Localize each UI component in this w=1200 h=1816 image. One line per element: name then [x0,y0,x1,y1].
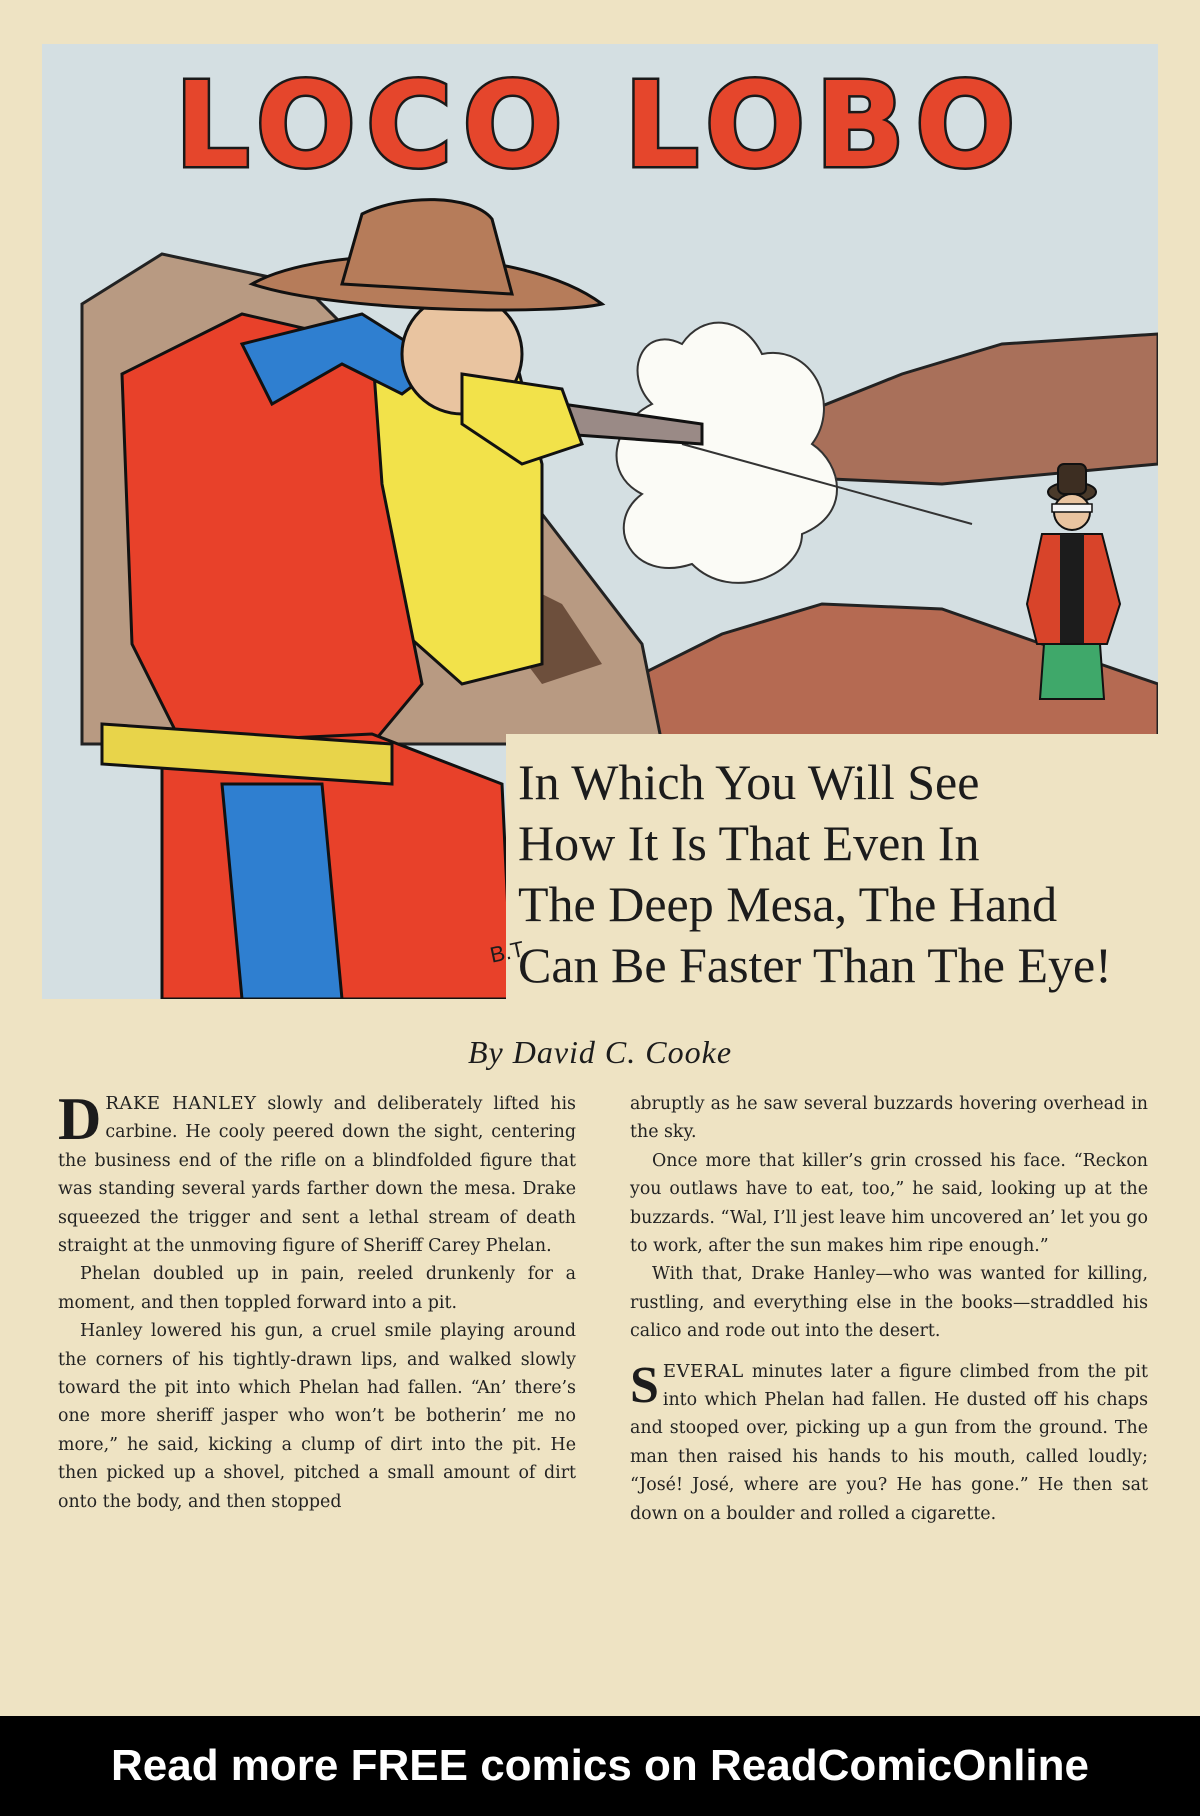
subtitle-line: The Deep Mesa, The Hand [518,876,1058,932]
paragraph: With that, Drake Hanley—who was wanted for killing, rustling, and everything else in the books—straddled his calico and rode out into the desert. [630,1264,1148,1342]
text-column-right [630,1090,1148,1528]
paragraph: Phelan doubled up in pain, reeled drunkenly for a moment, and then toppled forward into a pit. [58,1264,576,1313]
story-title: LOCO LOBO [174,56,1026,194]
cowboy-hat-crown [342,200,512,294]
holster [222,784,342,999]
drop-cap: D [58,1086,102,1152]
paragraph: Once more that killer’s grin crossed his face. “Reckon you outlaws have to eat, too,” he said, looking up at the buzzards. “Wal, I’ll jest leave him uncovered an’ let you go to work, after the sun makes him ripe enough.” [630,1150,1148,1257]
subtitle-line: Can Be Faster Than The Eye! [518,937,1112,993]
gun-smoke [617,323,837,583]
subtitle-line: How It Is That Even In [518,815,980,871]
byline: By David C. Cooke [467,1034,733,1070]
story-subtitle [518,752,1148,996]
paragraph [58,1086,576,1260]
subtitle-line: In Which You Will See [518,754,980,810]
paragraph-text: slowly and deliberately lifted his carbine. He cooly peered down the sight, centering the business end of the rifle on a blindfolded figure that was standing several yards farther down the mesa. Drake squeezed the trigger and sent a lethal stream of death straight at the unmoving figure of Sheriff Carey Phelan. [58,1094,576,1257]
footer-banner-link[interactable]: Read more FREE comics on ReadComicOnline [0,1716,1200,1816]
splash-illustration-panel [42,44,1158,999]
text-column-left [58,1086,576,1516]
paragraph: Hanley lowered his gun, a cruel smile playing around the corners of his tightly-drawn lips, and walked slowly toward the pit into which Phelan had fallen. “An’ there’s one more sheriff jasper who won’t be botherin’ me no more,” he said, kicking a clump of dirt into the pit. He then picked up a shovel, pitched a small amount of dirt onto the body, and then stopped [58,1321,576,1512]
lead-in: RAKE HANLEY [105,1093,257,1114]
drop-cap: S [630,1356,659,1414]
paragraph [630,1358,1148,1528]
artist-signature: B.T. [487,935,530,968]
lead-in: EVERAL [662,1360,744,1382]
subtitle-box [506,734,1158,999]
paragraph-text: minutes later a figure climbed from the pit into which Phelan had fallen. He dusted off his chaps and stooped over, picking up a gun from the ground. The man then raised his hands to his mouth, called loudly; “José! José, where are you? He has gone.” He then sat down on a boulder and rolled a cigarette. [630,1361,1148,1524]
paragraph-continued: abruptly as he saw several buzzards hovering overhead in the sky. [630,1094,1148,1143]
